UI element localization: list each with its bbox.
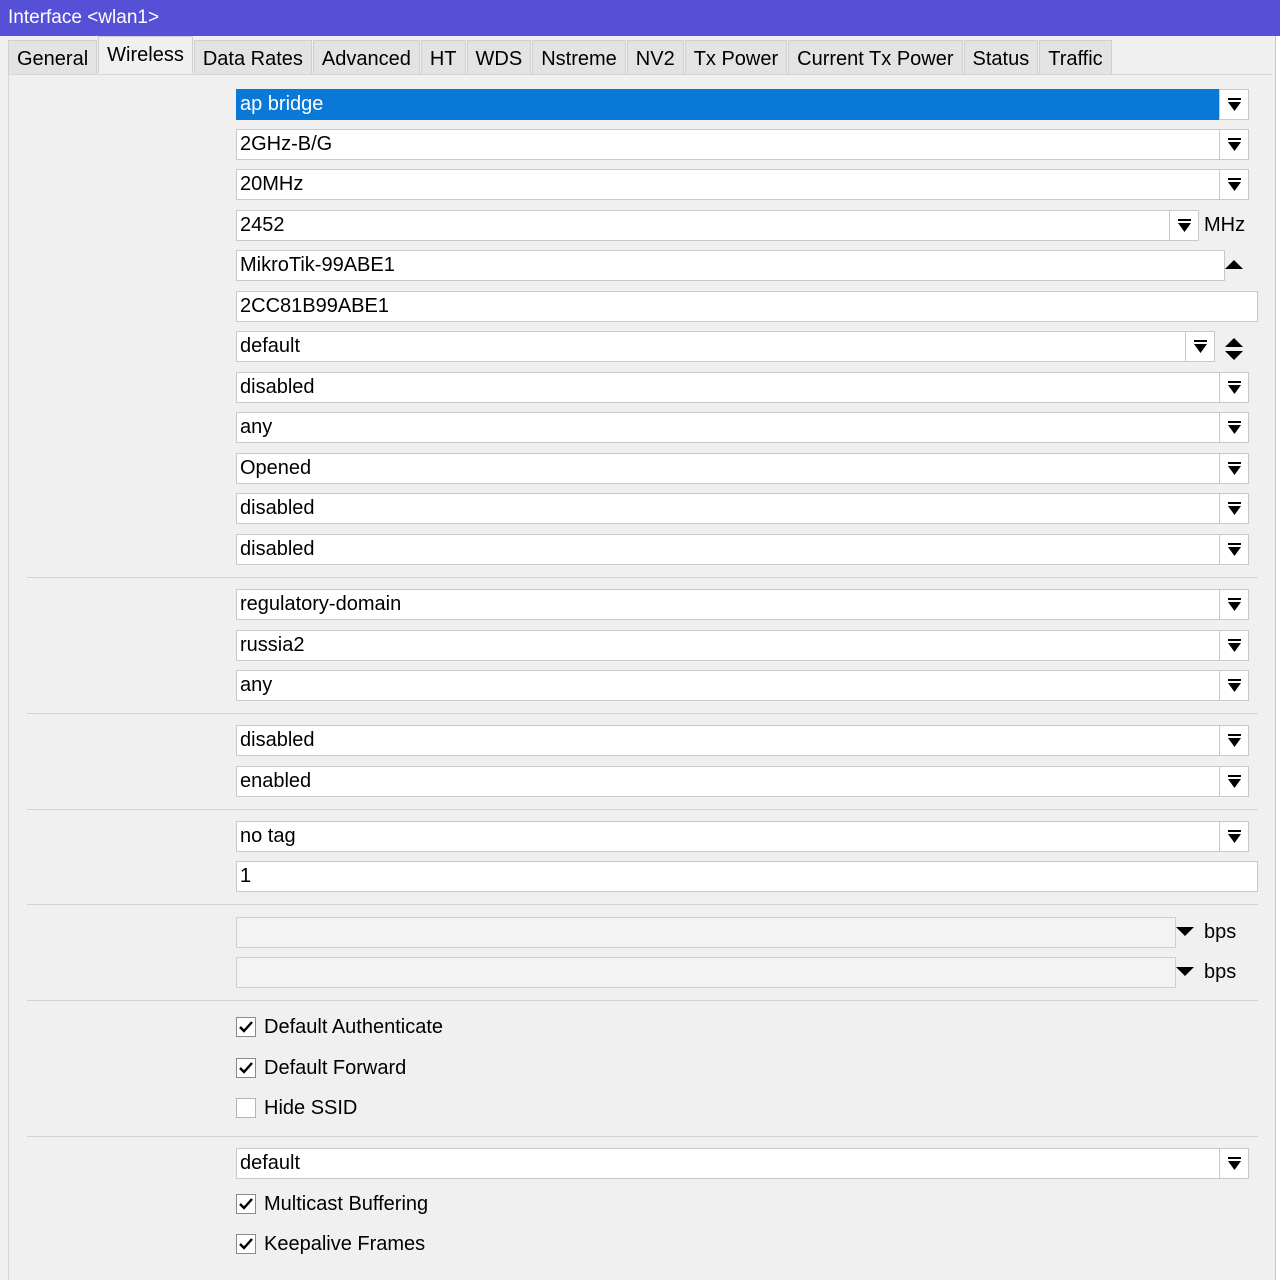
default-ap-tx-limit-unit: bps — [1204, 921, 1237, 943]
frequency-dropdown-button[interactable] — [1169, 210, 1199, 241]
tab-ht[interactable]: HT — [421, 40, 466, 74]
checkmark-icon — [239, 1237, 253, 1251]
wmm-support-select[interactable]: disabled — [236, 725, 1226, 756]
dropdown-arrow-icon — [1228, 1157, 1241, 1171]
tab-nstreme[interactable]: Nstreme — [532, 40, 626, 74]
wireless-protocol-select[interactable]: any — [236, 412, 1226, 443]
dropdown-arrow-icon — [1228, 502, 1241, 516]
tab-wireless[interactable]: Wireless — [98, 36, 193, 73]
band-select[interactable]: 2GHz-B/G — [236, 129, 1226, 160]
multicast-buffering-checkbox[interactable] — [236, 1194, 256, 1214]
frequency-mode-dropdown-button[interactable] — [1219, 589, 1249, 620]
tab-general[interactable]: General — [8, 40, 97, 74]
installation-dropdown-button[interactable] — [1219, 670, 1249, 701]
window-title: Interface <wlan1> — [0, 0, 1280, 36]
dropdown-arrow-icon — [1228, 381, 1241, 395]
vlan-mode-select[interactable]: no tag — [236, 821, 1226, 852]
tab-wds[interactable]: WDS — [467, 40, 532, 74]
installation-select[interactable]: any — [236, 670, 1226, 701]
collapse-up-icon — [1225, 257, 1243, 273]
tab-nv2[interactable]: NV2 — [627, 40, 684, 74]
security-profile-dropdown-button[interactable] — [1219, 453, 1249, 484]
ssid-input[interactable]: MikroTik-99ABE1 — [236, 250, 1225, 281]
dropdown-arrow-icon — [1228, 639, 1241, 653]
wmm-support-dropdown-button[interactable] — [1219, 725, 1249, 756]
wps-mode-dropdown-button[interactable] — [1219, 534, 1249, 565]
wireless-tab-panel — [8, 74, 1272, 1280]
frequency-unit: MHz — [1204, 214, 1246, 236]
default-ap-tx-limit-input[interactable] — [236, 917, 1176, 948]
section-divider — [27, 713, 1258, 714]
checkmark-icon — [239, 1197, 253, 1211]
dropdown-arrow-icon — [1228, 421, 1241, 435]
ssid-collapse-button[interactable] — [1219, 250, 1249, 281]
dropdown-arrow-icon — [1194, 340, 1207, 354]
bridge-mode-dropdown-button[interactable] — [1219, 766, 1249, 797]
dropdown-arrow-icon — [1228, 734, 1241, 748]
default-forward-label: Default Forward — [264, 1057, 407, 1079]
expand-down-icon — [1176, 924, 1194, 938]
default-client-tx-limit-unit: bps — [1204, 961, 1237, 983]
section-divider — [27, 904, 1258, 905]
channel-width-dropdown-button[interactable] — [1219, 169, 1249, 200]
mode-select[interactable]: ap bridge — [236, 89, 1226, 120]
tab-current-tx-power[interactable]: Current Tx Power — [788, 40, 962, 74]
interworking-profile-select[interactable]: disabled — [236, 493, 1226, 524]
section-divider — [27, 809, 1258, 810]
skip-dfs-select[interactable]: disabled — [236, 372, 1226, 403]
dropdown-arrow-icon — [1228, 775, 1241, 789]
scan-list-dropdown-button[interactable] — [1185, 331, 1215, 362]
bridge-mode-select[interactable]: enabled — [236, 766, 1226, 797]
tab-tx-power[interactable]: Tx Power — [685, 40, 787, 74]
dropdown-arrow-icon — [1228, 598, 1241, 612]
default-client-tx-limit-input[interactable] — [236, 957, 1176, 988]
frequency-select[interactable]: 2452 — [236, 210, 1178, 241]
dropdown-arrow-icon — [1228, 830, 1241, 844]
country-select[interactable]: russia2 — [236, 630, 1226, 661]
section-divider — [27, 1136, 1258, 1137]
tab-advanced[interactable]: Advanced — [313, 40, 420, 74]
radio-name-input[interactable]: 2CC81B99ABE1 — [236, 291, 1258, 322]
default-client-tx-limit-expand-button[interactable] — [1170, 957, 1200, 988]
channel-width-select[interactable]: 20MHz — [236, 169, 1226, 200]
interworking-profile-dropdown-button[interactable] — [1219, 493, 1249, 524]
dropdown-arrow-icon — [1228, 543, 1241, 557]
dropdown-arrow-icon — [1228, 679, 1241, 693]
expand-down-icon — [1176, 964, 1194, 978]
default-authenticate-label: Default Authenticate — [264, 1016, 444, 1038]
default-ap-tx-limit-expand-button[interactable] — [1170, 917, 1200, 948]
scan-list-add-remove-button[interactable] — [1219, 331, 1249, 362]
scan-list-input[interactable]: default — [236, 331, 1194, 362]
keepalive-frames-checkbox[interactable] — [236, 1234, 256, 1254]
country-dropdown-button[interactable] — [1219, 630, 1249, 661]
tab-traffic[interactable]: Traffic — [1039, 40, 1111, 74]
vlan-id-input[interactable]: 1 — [236, 861, 1258, 892]
multicast-buffering-label: Multicast Buffering — [264, 1193, 429, 1215]
section-divider — [27, 577, 1258, 578]
band-dropdown-button[interactable] — [1219, 129, 1249, 160]
tab-data-rates[interactable]: Data Rates — [194, 40, 312, 74]
hide-ssid-checkbox[interactable] — [236, 1098, 256, 1118]
add-remove-arrows-icon — [1225, 338, 1243, 360]
vlan-mode-dropdown-button[interactable] — [1219, 821, 1249, 852]
default-authenticate-checkbox[interactable] — [236, 1017, 256, 1037]
wps-mode-select[interactable]: disabled — [236, 534, 1226, 565]
tab-bar — [8, 40, 1113, 74]
checkmark-icon — [239, 1020, 253, 1034]
tab-status[interactable]: Status — [964, 40, 1039, 74]
multicast-helper-dropdown-button[interactable] — [1219, 1148, 1249, 1179]
hide-ssid-label: Hide SSID — [264, 1097, 358, 1119]
dropdown-arrow-icon — [1178, 219, 1191, 233]
wireless-protocol-dropdown-button[interactable] — [1219, 412, 1249, 443]
multicast-helper-select[interactable]: default — [236, 1148, 1226, 1179]
checkmark-icon — [239, 1061, 253, 1075]
frequency-mode-select[interactable]: regulatory-domain — [236, 589, 1226, 620]
section-divider — [27, 1000, 1258, 1001]
skip-dfs-dropdown-button[interactable] — [1219, 372, 1249, 403]
keepalive-frames-label: Keepalive Frames — [264, 1233, 426, 1255]
dropdown-arrow-icon — [1228, 98, 1241, 112]
dropdown-arrow-icon — [1228, 178, 1241, 192]
mode-dropdown-button[interactable] — [1219, 89, 1249, 120]
default-forward-checkbox[interactable] — [236, 1058, 256, 1078]
dropdown-arrow-icon — [1228, 138, 1241, 152]
window-edge — [1275, 36, 1280, 1280]
security-profile-select[interactable]: Opened — [236, 453, 1226, 484]
dropdown-arrow-icon — [1228, 462, 1241, 476]
